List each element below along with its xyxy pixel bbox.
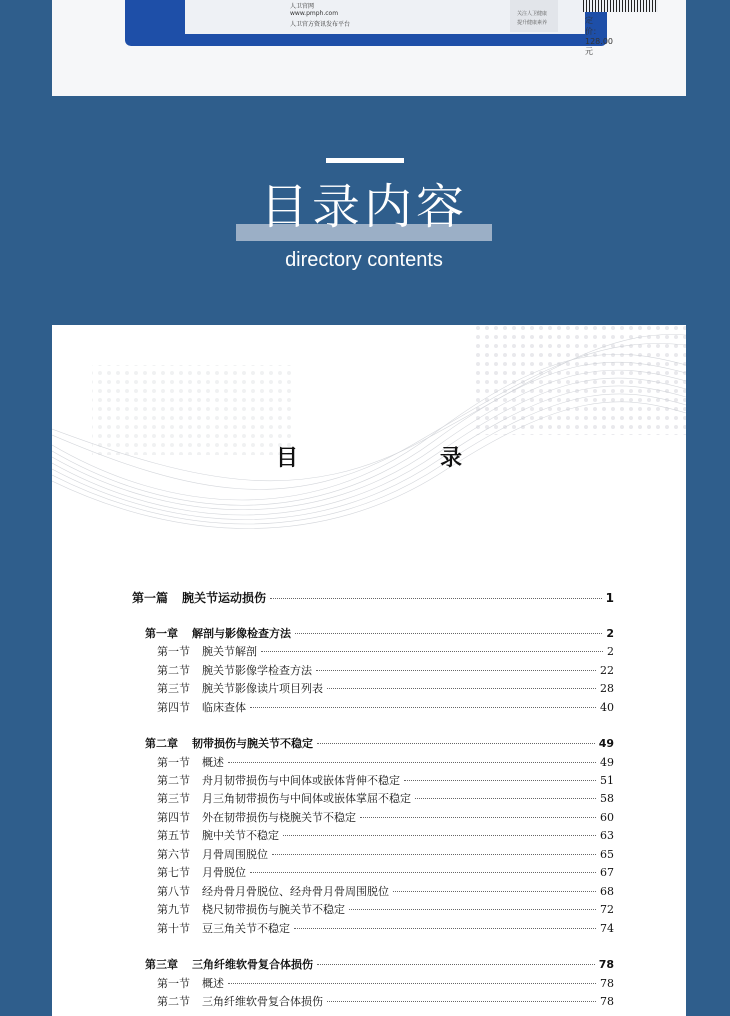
- toc-section-label: 第二节: [157, 774, 190, 787]
- qr-text-1: 关注人卫健康: [517, 11, 548, 17]
- toc-title: 目 录: [275, 445, 522, 471]
- toc-chapter-label: 第三章: [145, 958, 178, 971]
- toc-section-label: 第二节: [157, 664, 190, 677]
- toc-section[interactable]: [157, 903, 614, 917]
- toc-page-number: 78: [600, 977, 614, 990]
- toc-leader: [283, 835, 596, 836]
- toc-section-title: 经舟骨月骨脱位、经舟骨月骨周围脱位: [202, 885, 389, 898]
- toc-section[interactable]: [157, 645, 614, 659]
- toc-section-label: 第四节: [157, 811, 190, 824]
- toc-chapter[interactable]: [145, 737, 614, 751]
- toc-leader: [228, 983, 596, 984]
- heading-accent-bar: [326, 158, 404, 163]
- toc-page-number: 49: [600, 756, 614, 769]
- toc-section-label: 第六节: [157, 848, 190, 861]
- toc-section-title: 临床查体: [202, 701, 246, 714]
- toc-page-number: 78: [600, 995, 614, 1008]
- toc-leader: [349, 909, 596, 910]
- toc-leader: [250, 707, 596, 708]
- toc-chapter[interactable]: [145, 627, 614, 641]
- toc-section-label: 第一节: [157, 756, 190, 769]
- toc-chapter-title: 解剖与影像检查方法: [192, 627, 291, 640]
- toc-section[interactable]: [157, 664, 614, 678]
- toc-section-title: 月骨周围脱位: [202, 848, 268, 861]
- toc-section[interactable]: [157, 977, 614, 991]
- toc-leader: [327, 1001, 596, 1002]
- toc-section[interactable]: [157, 885, 614, 899]
- toc-section[interactable]: [157, 774, 614, 788]
- toc-page-number: 78: [598, 958, 614, 971]
- toc-section[interactable]: [157, 866, 614, 880]
- toc-section-label: 第一节: [157, 977, 190, 990]
- toc-section[interactable]: [157, 811, 614, 825]
- toc-page-number: 68: [600, 885, 614, 898]
- heading-title: 目录内容: [259, 179, 468, 235]
- toc-part[interactable]: [132, 591, 614, 605]
- qr-text-2: 提升健康素养: [517, 20, 548, 26]
- toc-section-title: 月三角韧带损伤与中间体或嵌体掌屈不稳定: [202, 792, 411, 805]
- toc-leader: [228, 762, 596, 763]
- toc-page-number: 65: [600, 848, 614, 861]
- toc-section[interactable]: [157, 792, 614, 806]
- toc-leader: [327, 688, 596, 689]
- toc-section-label: 第七节: [157, 866, 190, 879]
- toc-section-label: 第三节: [157, 682, 190, 695]
- heading-subtitle: directory contents: [285, 249, 443, 271]
- toc-page-number: 51: [600, 774, 614, 787]
- toc-section[interactable]: [157, 922, 614, 936]
- toc-section-title: 月骨脱位: [202, 866, 246, 879]
- toc-section[interactable]: [157, 995, 614, 1009]
- site-url: www.pmph.com: [290, 10, 339, 17]
- toc-section-title: 腕关节影像读片项目列表: [202, 682, 323, 695]
- toc-section-title: 桡尺韧带损伤与腕关节不稳定: [202, 903, 345, 916]
- toc-section[interactable]: [157, 848, 614, 862]
- toc-leader: [360, 817, 596, 818]
- toc-section-label: 第一节: [157, 645, 190, 658]
- price: 定 价：128.00 元: [585, 16, 613, 56]
- toc-leader: [404, 780, 596, 781]
- toc-leader: [295, 633, 602, 634]
- book-cover: [125, 0, 613, 56]
- toc-leader: [261, 651, 603, 652]
- toc-page: [52, 325, 686, 1016]
- toc-page-number: 2: [606, 627, 614, 640]
- toc-section-title: 腕关节影像学检查方法: [202, 664, 312, 677]
- toc-section-label: 第四节: [157, 701, 190, 714]
- toc-chapter-title: 韧带损伤与腕关节不稳定: [192, 737, 313, 750]
- toc-leader: [316, 670, 596, 671]
- toc-leader: [317, 964, 595, 965]
- toc-section-label: 第九节: [157, 903, 190, 916]
- toc-section-title: 舟月韧带损伤与中间体或嵌体背伸不稳定: [202, 774, 400, 787]
- toc-page-number: 40: [600, 701, 614, 714]
- toc-page-number: 60: [600, 811, 614, 824]
- toc-section-title: 概述: [202, 977, 224, 990]
- toc-chapter-label: 第一章: [145, 627, 178, 640]
- toc-page-number: 58: [600, 792, 614, 805]
- toc-part-label: 第一篇: [132, 591, 169, 605]
- toc-page-number: 49: [598, 737, 614, 750]
- site-label: 人卫官网: [290, 3, 315, 10]
- toc-page-number: 22: [600, 664, 614, 677]
- toc-leader: [415, 798, 596, 799]
- toc-section-title: 腕关节解剖: [202, 645, 257, 658]
- toc-chapter-title: 三角纤维软骨复合体损伤: [192, 958, 313, 971]
- toc-part-title: 腕关节运动损伤: [182, 591, 267, 605]
- toc-section[interactable]: [157, 682, 614, 696]
- toc-section[interactable]: [157, 701, 614, 715]
- toc-chapter-label: 第二章: [145, 737, 178, 750]
- toc-section[interactable]: [157, 829, 614, 843]
- toc-page-number: 1: [605, 591, 614, 605]
- toc-leader: [294, 928, 596, 929]
- toc-section-label: 第三节: [157, 792, 190, 805]
- toc-section-title: 三角纤维软骨复合体损伤: [202, 995, 323, 1008]
- toc-chapter[interactable]: [145, 958, 614, 972]
- toc-section-label: 第二节: [157, 995, 190, 1008]
- toc-section-title: 豆三角关节不稳定: [202, 922, 290, 935]
- toc-leader: [270, 598, 602, 599]
- toc-section-title: 外在韧带损伤与桡腕关节不稳定: [202, 811, 356, 824]
- toc-leader: [272, 854, 596, 855]
- toc-page-number: 72: [600, 903, 614, 916]
- toc-leader: [250, 872, 596, 873]
- toc-section-label: 第八节: [157, 885, 190, 898]
- site-desc: 人卫官方资讯发布平台: [290, 21, 351, 28]
- toc-leader: [317, 743, 595, 744]
- toc-page-number: 28: [600, 682, 614, 695]
- toc-section-title: 腕中关节不稳定: [202, 829, 279, 842]
- toc-page-number: 2: [607, 645, 614, 658]
- toc-section-label: 第五节: [157, 829, 190, 842]
- toc-leader: [393, 891, 596, 892]
- toc-page-number: 63: [600, 829, 614, 842]
- toc-section-label: 第十节: [157, 922, 190, 935]
- toc-page-number: 67: [600, 866, 614, 879]
- toc-section[interactable]: [157, 756, 614, 770]
- wave-decoration: [52, 325, 686, 555]
- toc-section-title: 概述: [202, 756, 224, 769]
- toc-page-number: 74: [600, 922, 614, 935]
- barcode: [583, 0, 658, 12]
